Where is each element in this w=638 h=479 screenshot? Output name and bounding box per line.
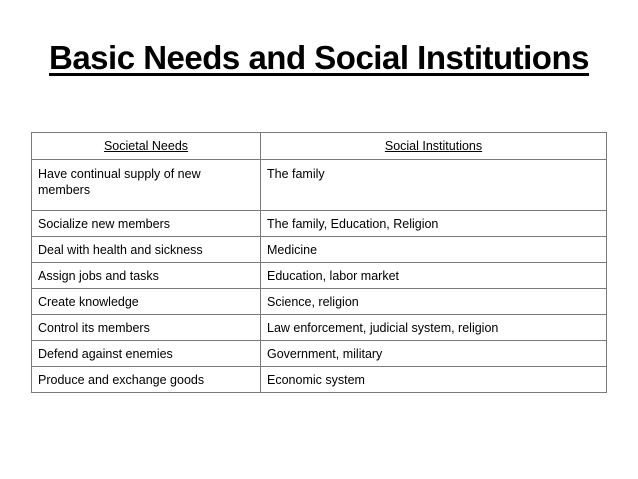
need-cell: Assign jobs and tasks <box>32 263 261 289</box>
table-row <box>32 289 607 315</box>
table-row <box>32 315 607 341</box>
table-row <box>32 367 607 393</box>
institution-cell: Medicine <box>261 237 607 263</box>
needs-institutions-table <box>31 132 607 393</box>
need-cell: Have continual supply of new members <box>32 160 261 211</box>
table-header-row <box>32 133 607 160</box>
institution-cell: Law enforcement, judicial system, religion <box>261 315 607 341</box>
need-cell: Defend against enemies <box>32 341 261 367</box>
institution-cell: The family, Education, Religion <box>261 211 607 237</box>
need-cell: Create knowledge <box>32 289 261 315</box>
table-row <box>32 211 607 237</box>
institution-cell: The family <box>261 160 607 211</box>
institution-cell: Science, religion <box>261 289 607 315</box>
need-cell: Socialize new members <box>32 211 261 237</box>
institution-cell: Economic system <box>261 367 607 393</box>
institution-cell: Education, labor market <box>261 263 607 289</box>
table-row <box>32 341 607 367</box>
slide-title: Basic Needs and Social Institutions <box>49 39 589 76</box>
need-cell: Produce and exchange goods <box>32 367 261 393</box>
need-cell: Control its members <box>32 315 261 341</box>
need-cell: Deal with health and sickness <box>32 237 261 263</box>
institution-cell: Government, military <box>261 341 607 367</box>
header-social-institutions: Social Institutions <box>261 133 607 160</box>
table-row <box>32 237 607 263</box>
table-row <box>32 263 607 289</box>
header-societal-needs: Societal Needs <box>32 133 261 160</box>
table-row <box>32 160 607 211</box>
